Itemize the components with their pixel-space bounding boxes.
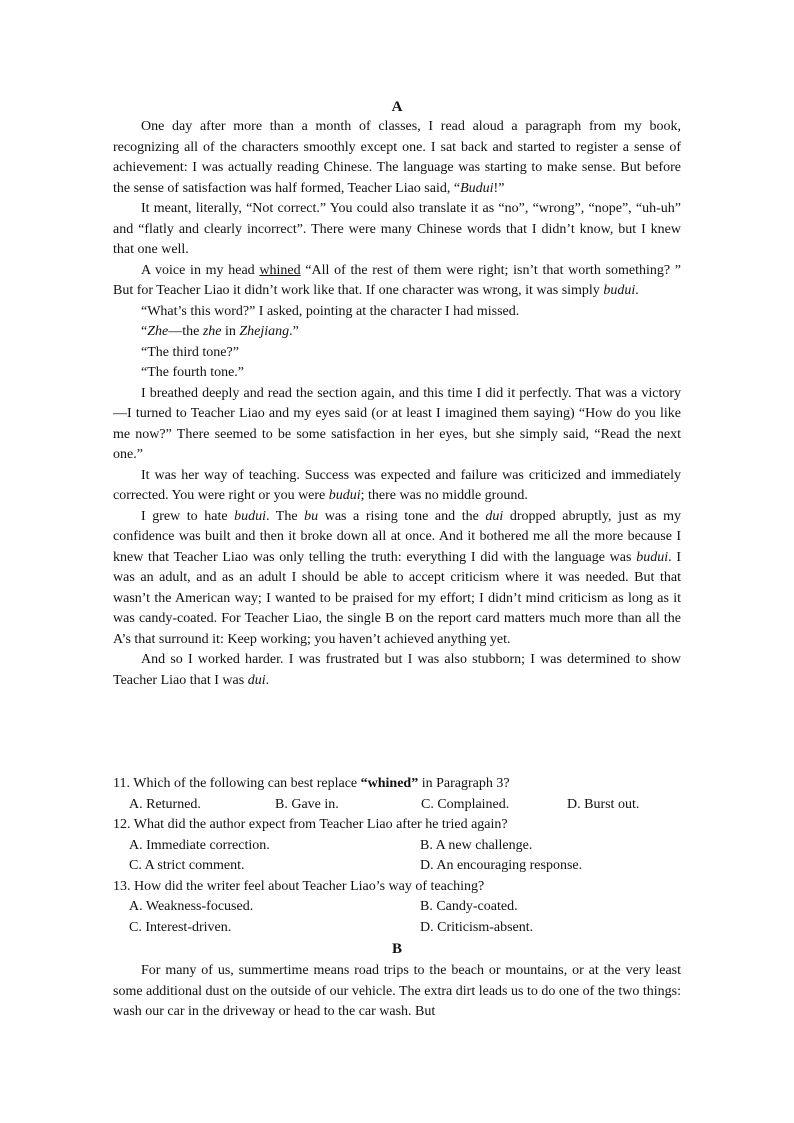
option-c[interactable]: C. A strict comment. bbox=[129, 858, 245, 873]
passage-a bbox=[113, 117, 681, 691]
paragraph-11: And so I worked harder. I was frustrated but I was also stubborn; I was determined to show Teacher Liao that I was dui. bbox=[113, 652, 681, 688]
paragraph-9: It was her way of teaching. Success was expected and failure was criticized and immediately corrected. You were right or you were budui; there was no middle ground. bbox=[113, 467, 681, 503]
passage-b-title: B bbox=[391, 941, 402, 957]
question-13-options-row-1 bbox=[113, 897, 681, 918]
option-b[interactable]: B. A new challenge. bbox=[420, 837, 533, 853]
paragraph-10: I grew to hate budui. The bu was a rising tone and the dui dropped abruptly, just as my confidence was built and then it broke down all at once. And it bothered me all the more because I knew that Teacher Liao was only telling the truth: everything I did with the language was budui. I was an adult, and as an adult I should be able to accept criticism where it was needed. But that wasn’t the American way; I wanted to be praised for my effort; I didn’t mind criticism as long as it was candy-coated. For Teacher Liao, the single B on the report card matters much more than all the A’s that surround it: Keep working; you haven’t achieved anything yet. bbox=[113, 508, 681, 647]
question-12: 12. What did the author expect from Teacher Liao after he tried again? bbox=[113, 817, 508, 832]
paragraph-3: A voice in my head whined “All of the rest of them were right; isn’t that worth something? ” But for Teacher Liao it didn’t work like that. If one character was wrong, it was simply budui. bbox=[113, 262, 681, 298]
paragraph-5: “Zhe—the zhe in Zhejiang.” bbox=[141, 324, 299, 339]
question-13-options-row-2 bbox=[113, 918, 681, 939]
paragraph-1: One day after more than a month of classes, I read aloud a paragraph from my book, recognizing all of the characters smoothly except one. I sat back and started to register a sense of achievement: I was actually reading Chinese. The language was starting to make sense. But before the sense of satisfaction was half formed, Teacher Liao said, “Budui!” bbox=[113, 119, 681, 196]
option-d[interactable]: D. Criticism-absent. bbox=[420, 919, 534, 935]
option-c[interactable]: C. Interest-driven. bbox=[129, 919, 232, 935]
paragraph-7: “The fourth tone.” bbox=[141, 365, 245, 380]
paragraph-4: “What’s this word?” I asked, pointing at the character I had missed. bbox=[141, 303, 520, 319]
question-11: 11. Which of the following can best replace “whined” in Paragraph 3? bbox=[113, 776, 510, 791]
option-b[interactable]: B. Gave in. bbox=[275, 796, 339, 812]
passage-b-paragraph-1: For many of us, summertime means road trips to the beach or mountains, or at the very least some additional dust on the outside of our vehicle. The extra dirt leads us to do one of the two things: wash our car in the driveway or head to the car wash. But bbox=[113, 963, 681, 1019]
option-a[interactable]: A. Weakness-focused. bbox=[129, 899, 254, 914]
paragraph-6: “The third tone?” bbox=[141, 344, 239, 360]
paragraph-2: It meant, literally, “Not correct.” You could also translate it as “no”, “wrong”, “nope”, “uh-uh” and “flatly and clearly incorrect”. There were many Chinese words that I didn’t know, but I knew that one well. bbox=[113, 201, 681, 257]
question-12-options-row-1 bbox=[113, 836, 681, 857]
option-b[interactable]: B. Candy-coated. bbox=[420, 899, 518, 914]
passage-b bbox=[113, 961, 681, 1023]
questions-block bbox=[113, 774, 681, 938]
passage-a-title: A bbox=[391, 99, 403, 115]
question-12-options-row-2 bbox=[113, 856, 681, 877]
option-a[interactable]: A. Returned. bbox=[129, 796, 201, 812]
question-13: 13. How did the writer feel about Teacher Liao’s way of teaching? bbox=[113, 878, 485, 894]
paragraph-8: I breathed deeply and read the section again, and this time I did it perfectly. That was a victory —I turned to Teacher Liao and my eyes said (or at least I imagined them saying) “How do you like me now?” There seemed to be some satisfaction in her eyes, but she simply said, “Read the next one.” bbox=[113, 385, 681, 462]
option-d[interactable]: D. Burst out. bbox=[567, 796, 640, 812]
question-11-options bbox=[113, 795, 681, 816]
option-a[interactable]: A. Immediate correction. bbox=[129, 837, 270, 853]
option-d[interactable]: D. An encouraging response. bbox=[420, 858, 583, 873]
underlined-word-whined: whined bbox=[259, 262, 301, 278]
option-c[interactable]: C. Complained. bbox=[421, 796, 510, 812]
